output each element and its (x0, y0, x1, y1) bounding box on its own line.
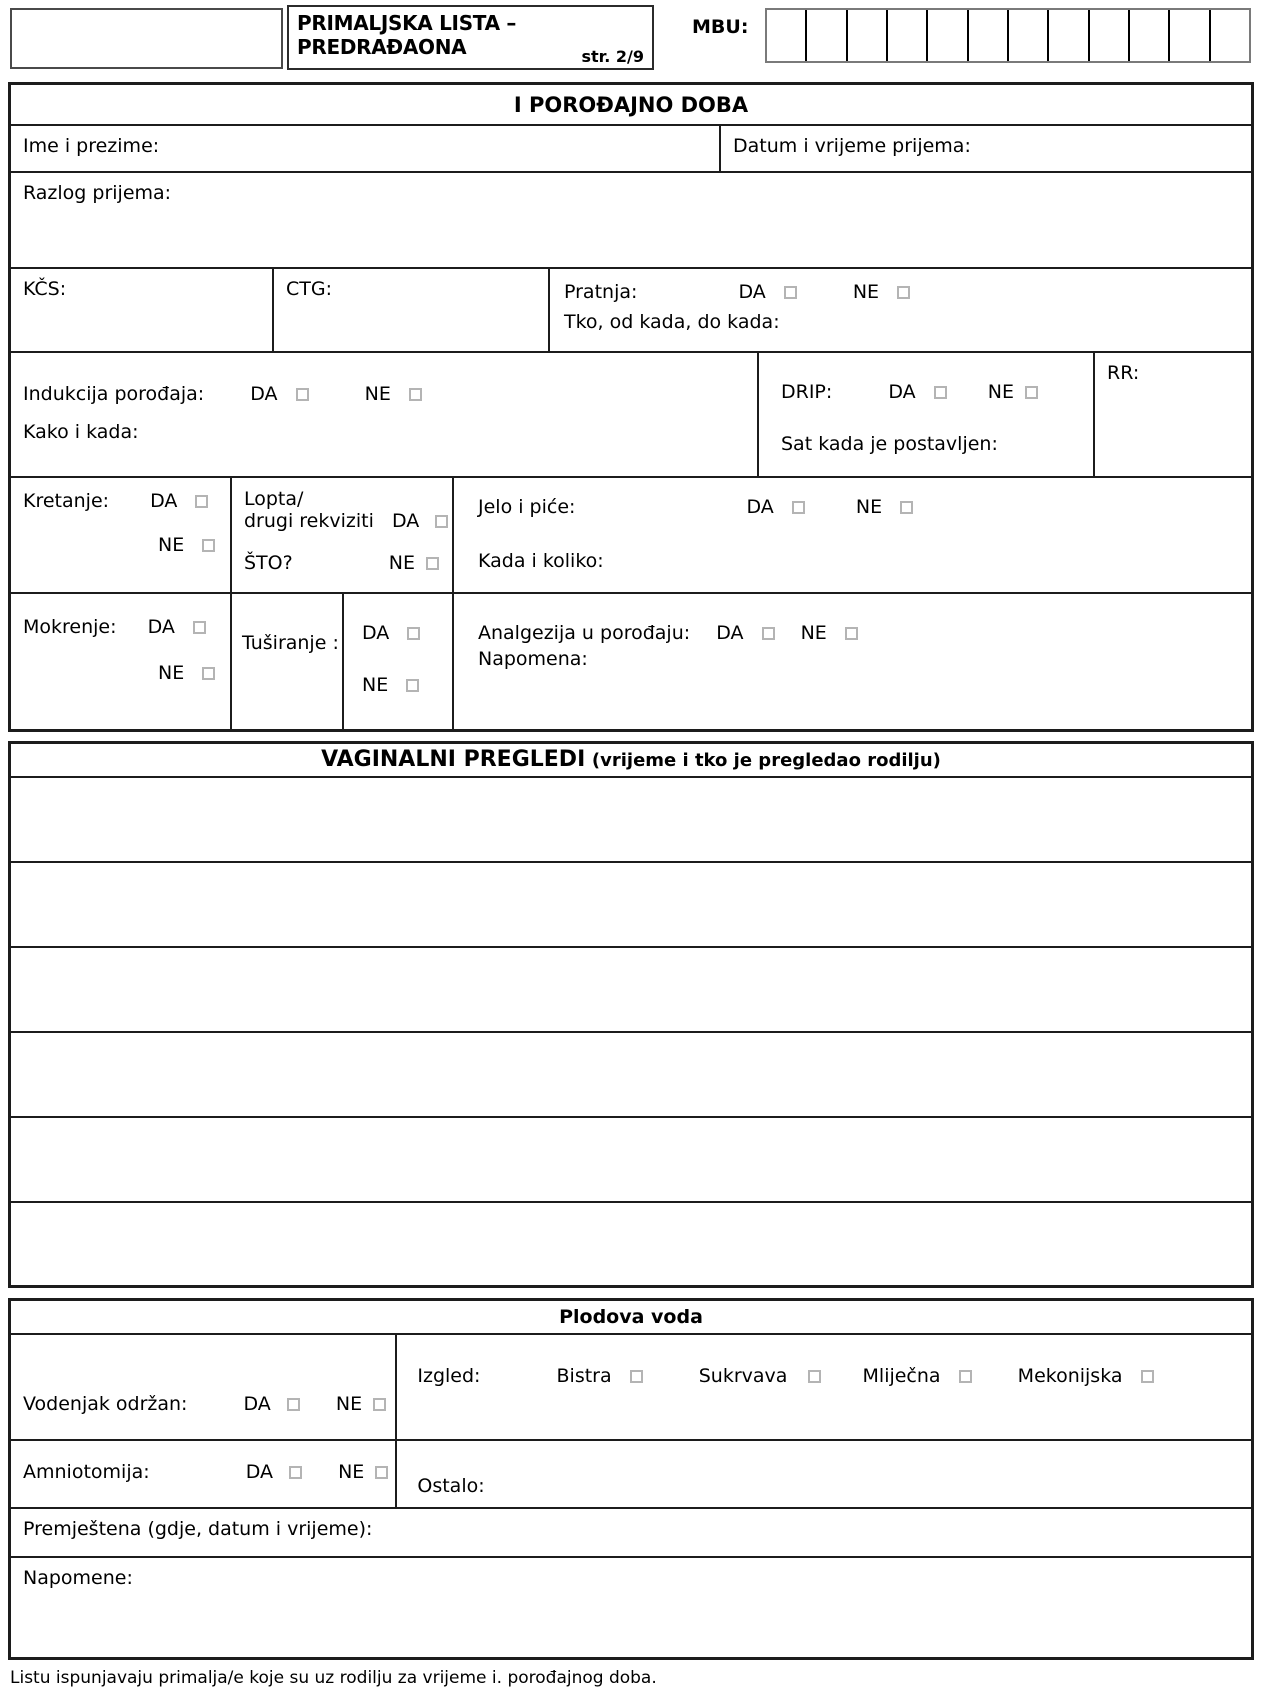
analgezija-da-label: DA (716, 622, 744, 644)
tko-od-kada-line (564, 311, 1251, 333)
vaginalni-pregledi-subtitle: (vrijeme i tko je pregledao rodilju) (591, 750, 941, 771)
rr-field[interactable] (1093, 353, 1251, 476)
indukcija-ne-checkbox[interactable] (409, 388, 422, 401)
mokrenje-ne-label: NE (158, 662, 185, 684)
izgled-option-bistra: Bistra (556, 1365, 612, 1387)
vaginalni-pregled-row[interactable] (11, 1031, 1251, 1116)
tusiranje-ne-label: NE (362, 674, 389, 696)
pratnja-line (564, 281, 1251, 303)
izgled-mekonijska-checkbox[interactable] (1141, 1370, 1154, 1383)
pratnja-da-checkbox[interactable] (784, 286, 797, 299)
section-title-row (11, 85, 1251, 124)
tusiranje-da-ne-field[interactable] (342, 594, 452, 729)
premjestena-label: Premještena (gdje, datum i vrijeme): (23, 1518, 373, 1540)
ime-i-prezime-label: Ime i prezime: (23, 135, 160, 157)
form-title-box (287, 5, 654, 70)
napomene-field[interactable] (11, 1558, 1251, 1657)
mbu-cell[interactable] (1168, 10, 1208, 61)
vodenjak-ne-checkbox[interactable] (373, 1398, 386, 1411)
pratnja-label: Pratnja: (564, 281, 638, 303)
izgled-label: Izgled: (417, 1365, 481, 1387)
jelo-i-pice-field[interactable] (452, 478, 1251, 592)
jelo-i-pice-label: Jelo i piće: (478, 496, 576, 518)
mbu-cell[interactable] (967, 10, 1007, 61)
footer-note: Listu ispunjavaju primalja/e koje su uz rodilju za vrijeme i. porođajnog doba. (10, 1668, 657, 1688)
indukcija-da-label: DA (250, 383, 278, 405)
mokrenje-tusiranje-analgezija-row (11, 592, 1251, 729)
ctg-label: CTG: (286, 278, 332, 300)
razlog-prijema-label: Razlog prijema: (23, 182, 172, 204)
form-title-line2: PREDRAĐAONA (297, 35, 467, 59)
kretanje-ne-line (23, 534, 230, 556)
mbu-grid (765, 8, 1251, 63)
rr-label: RR: (1107, 362, 1140, 384)
izgled-bistra-checkbox[interactable] (630, 1370, 643, 1383)
lopta-da-checkbox[interactable] (435, 515, 448, 528)
amniotomija-ne-checkbox[interactable] (375, 1466, 388, 1479)
vodenjak-label: Vodenjak održan: (23, 1393, 188, 1415)
vodenjak-line (23, 1393, 395, 1415)
kada-i-koliko-label: Kada i koliko: (478, 550, 604, 572)
section-title: I POROĐAJNO DOBA (513, 92, 749, 117)
premjestena-field[interactable] (11, 1509, 1251, 1556)
jelo-da-checkbox[interactable] (792, 501, 805, 514)
kretanje-label: Kretanje: (23, 490, 110, 512)
ctg-field[interactable] (272, 269, 548, 351)
plodova-voda-table (8, 1298, 1254, 1660)
amniotomija-field[interactable] (11, 1441, 395, 1507)
tusiranje-ne-checkbox[interactable] (406, 679, 419, 692)
lopta-field[interactable] (230, 478, 452, 592)
napomene-label: Napomene: (23, 1567, 133, 1589)
tusiranje-field[interactable] (230, 594, 342, 729)
tusiranje-da-line (362, 622, 452, 644)
mbu-cell[interactable] (846, 10, 886, 61)
tusiranje-label: Tuširanje : (242, 632, 339, 654)
form-title-line1: PRIMALJSKA LISTA – (297, 11, 517, 35)
ostalo-label: Ostalo: (417, 1475, 485, 1497)
mokrenje-label: Mokrenje: (23, 616, 117, 638)
izgled-option-mlijecna: Mliječna (862, 1365, 941, 1387)
kcs-field[interactable] (11, 269, 272, 351)
vaginalni-pregled-row[interactable] (11, 946, 1251, 1031)
kretanje-line (23, 490, 230, 512)
ime-i-prezime-field[interactable] (11, 126, 719, 171)
pratnja-da-label: DA (738, 281, 766, 303)
datum-prijema-field[interactable] (719, 126, 1251, 171)
izgled-mlijecna-checkbox[interactable] (959, 1370, 972, 1383)
mokrenje-field[interactable] (11, 594, 230, 729)
analgezija-field[interactable] (452, 594, 1251, 729)
analgezija-line (478, 622, 1251, 644)
datum-prijema-label: Datum i vrijeme prijema: (733, 135, 971, 157)
kada-i-koliko-line (478, 550, 1251, 572)
tusiranje-ne-line (362, 674, 452, 696)
analgezija-label: Analgezija u porođaju: (478, 622, 691, 644)
drip-ne-label: NE (987, 381, 1014, 403)
razlog-prijema-field[interactable] (11, 173, 1251, 267)
amniotomija-label: Amniotomija: (23, 1461, 150, 1483)
pratnja-ne-label: NE (852, 281, 880, 303)
mbu-label: MBU: (692, 16, 749, 38)
vaginalni-pregled-row[interactable] (11, 861, 1251, 946)
vodenjak-field[interactable] (11, 1335, 395, 1439)
vodenjak-da-checkbox[interactable] (287, 1398, 300, 1411)
razlog-prijema-row (11, 171, 1251, 267)
drip-label: DRIP: (781, 381, 833, 403)
amniotomija-da-label: DA (245, 1461, 273, 1483)
indukcija-line (23, 383, 757, 405)
drip-line (781, 381, 1093, 403)
kretanje-lopta-jelo-row (11, 476, 1251, 592)
tko-od-kada-label: Tko, od kada, do kada: (564, 311, 780, 333)
page-number: str. 2/9 (581, 47, 644, 66)
mbu-cell[interactable] (767, 10, 805, 61)
vaginalni-pregledi-header (11, 744, 1251, 776)
mokrenje-da-label: DA (147, 616, 175, 638)
drip-da-checkbox[interactable] (934, 386, 947, 399)
napomena-line (478, 648, 1251, 670)
sat-postavljen-line (781, 433, 1093, 455)
kako-i-kada-label: Kako i kada: (23, 421, 139, 443)
sat-postavljen-label: Sat kada je postavljen: (781, 433, 998, 455)
analgezija-da-checkbox[interactable] (762, 627, 775, 640)
indukcija-ne-label: NE (364, 383, 391, 405)
kcs-ctg-pratnja-row (11, 267, 1251, 351)
napomena-label: Napomena: (478, 648, 588, 670)
izgled-option-mekonijska: Mekonijska (1017, 1365, 1123, 1387)
kretanje-ne-checkbox[interactable] (202, 539, 215, 552)
drip-ne-checkbox[interactable] (1025, 386, 1038, 399)
mbu-cell[interactable] (886, 10, 926, 61)
ime-datum-row (11, 124, 1251, 171)
indukcija-drip-rr-row (11, 351, 1251, 476)
mbu-cell[interactable] (926, 10, 966, 61)
tusiranje-da-label: DA (362, 622, 390, 644)
vaginalni-pregled-row[interactable] (11, 1201, 1251, 1285)
tusiranje-da-checkbox[interactable] (407, 627, 420, 640)
pratnja-ne-checkbox[interactable] (897, 286, 910, 299)
kretanje-ne-label: NE (158, 534, 185, 556)
jelo-da-label: DA (746, 496, 774, 518)
mokrenje-da-checkbox[interactable] (193, 621, 206, 634)
lopta-line2 (244, 510, 452, 532)
izgled-option-sukrvava: Sukrvava (698, 1365, 788, 1387)
jelo-i-pice-line (478, 496, 1251, 518)
jelo-ne-checkbox[interactable] (900, 501, 913, 514)
lopta-ne-label: NE (388, 552, 415, 574)
mbu-cell[interactable] (1088, 10, 1128, 61)
izgled-field[interactable] (395, 1335, 1251, 1439)
empty-header-box (10, 8, 283, 69)
analgezija-ne-label: NE (800, 622, 827, 644)
pratnja-field[interactable] (548, 269, 1251, 351)
lopta-label-line2: drugi rekviziti (244, 510, 374, 532)
kako-i-kada-line (23, 421, 757, 443)
mokrenje-line (23, 616, 230, 638)
plodova-voda-title: Plodova voda (559, 1306, 703, 1328)
sto-label: ŠTO? (244, 552, 293, 574)
lopta-ne-checkbox[interactable] (426, 557, 439, 570)
vodenjak-da-label: DA (243, 1393, 271, 1415)
indukcija-field[interactable] (11, 353, 757, 476)
amniotomija-ostalo-row (11, 1439, 1251, 1507)
porodajno-doba-table (8, 82, 1254, 732)
vaginalni-pregled-row[interactable] (11, 1116, 1251, 1201)
indukcija-da-checkbox[interactable] (296, 388, 309, 401)
mokrenje-ne-line (23, 662, 230, 684)
mbu-cell[interactable] (1209, 10, 1249, 61)
kretanje-da-checkbox[interactable] (195, 495, 208, 508)
premjestena-row (11, 1507, 1251, 1556)
izgled-line (417, 1365, 1251, 1387)
drip-da-label: DA (888, 381, 916, 403)
plodova-voda-header (11, 1301, 1251, 1333)
mbu-cell[interactable] (1128, 10, 1168, 61)
napomene-row (11, 1556, 1251, 1657)
jelo-ne-label: NE (855, 496, 883, 518)
kretanje-da-label: DA (150, 490, 178, 512)
kcs-label: KČS: (23, 278, 67, 300)
vaginalni-pregled-row[interactable] (11, 776, 1251, 861)
amniotomija-da-checkbox[interactable] (289, 1466, 302, 1479)
indukcija-label: Indukcija porođaja: (23, 383, 205, 405)
mbu-cell[interactable] (1007, 10, 1047, 61)
mbu-cell[interactable] (805, 10, 845, 61)
sto-line (244, 552, 452, 574)
lopta-label-line1: Lopta/ (244, 488, 304, 510)
vodenjak-ne-label: NE (335, 1393, 363, 1415)
vaginalni-pregledi-table (8, 741, 1254, 1288)
mokrenje-ne-checkbox[interactable] (202, 667, 215, 680)
lopta-da-label: DA (391, 510, 420, 532)
amniotomija-ne-label: NE (338, 1461, 365, 1483)
mbu-cell[interactable] (1047, 10, 1087, 61)
lopta-line1 (244, 488, 452, 510)
kretanje-field[interactable] (11, 478, 230, 592)
drip-field[interactable] (757, 353, 1093, 476)
vaginalni-pregledi-title: VAGINALNI PREGLEDI (321, 747, 586, 772)
izgled-sukrvava-checkbox[interactable] (808, 1370, 821, 1383)
vodenjak-izgled-row (11, 1333, 1251, 1439)
analgezija-ne-checkbox[interactable] (845, 627, 858, 640)
ostalo-field[interactable] (395, 1441, 1251, 1507)
amniotomija-line (23, 1461, 395, 1483)
